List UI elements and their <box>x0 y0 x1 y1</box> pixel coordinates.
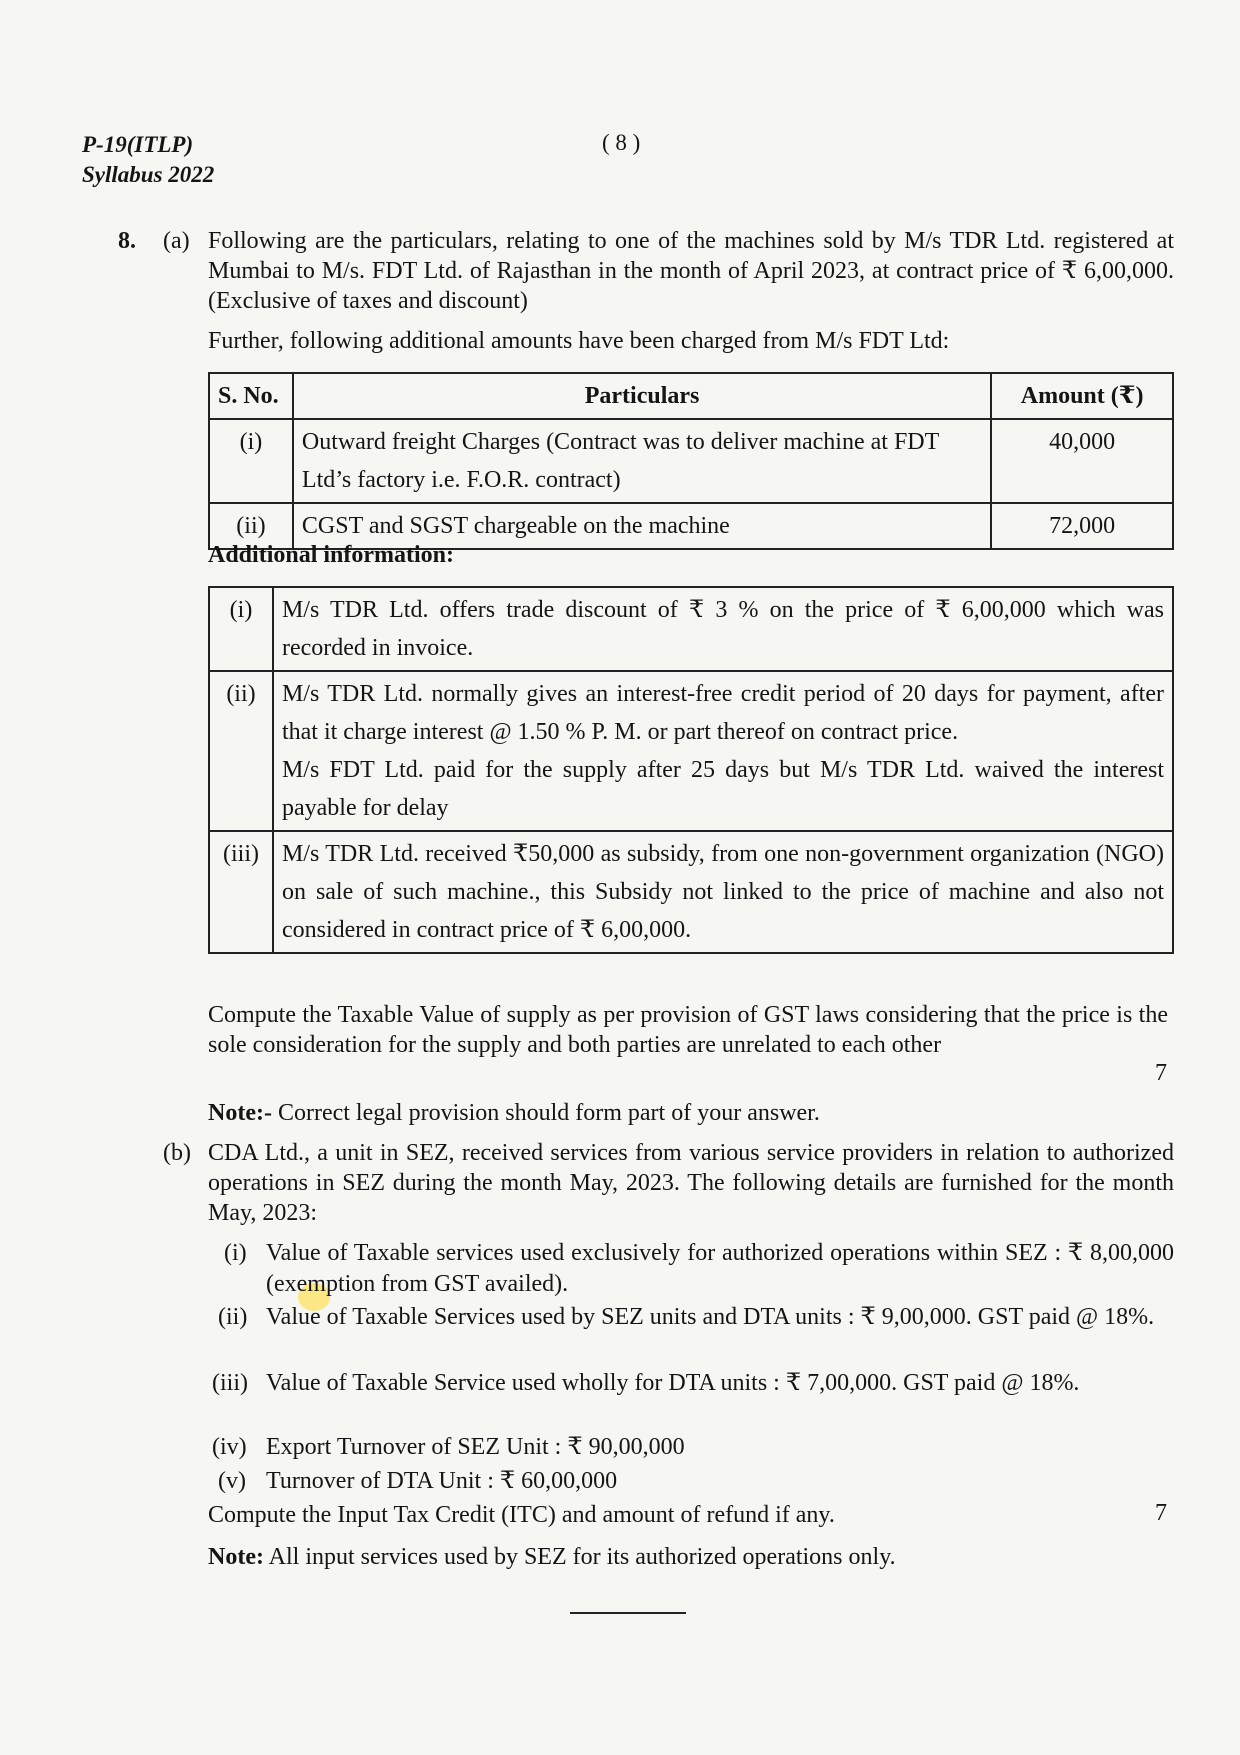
part-a-marks: 7 <box>1155 1060 1167 1086</box>
list-item-number: (iv) <box>212 1434 247 1460</box>
paper-header <box>82 130 214 190</box>
charges-table <box>208 372 1174 550</box>
paper-code: P-19(ITLP) <box>82 132 194 157</box>
row-particulars: CGST and SGST chargeable on the machine <box>293 503 991 549</box>
part-b-label: (b) <box>163 1140 191 1166</box>
table-row <box>209 419 1173 503</box>
list-item: Export Turnover of SEZ Unit : ₹ 90,00,000 <box>266 1434 685 1460</box>
col-header-particulars: Particulars <box>293 373 991 419</box>
row-sno: (iii) <box>209 831 273 953</box>
syllabus-label: Syllabus 2022 <box>82 162 215 187</box>
part-b-marks: 7 <box>1155 1500 1167 1526</box>
row-text: M/s TDR Ltd. offers trade discount of ₹ 3 % on the price of ₹ 6,00,000 which was recorded in invoice. <box>273 587 1173 671</box>
part-a-intro: Following are the particulars, relating to one of the machines sold by M/s TDR Ltd. registered at Mumbai to M/s. FDT Ltd. of Rajasthan in the month of April 2023, at contract price of ₹ 6,00,000. (Exclusive of taxes and discount) <box>208 228 1174 314</box>
row-text: M/s TDR Ltd. received ₹50,000 as subsidy, from one non-government organization (NGO) on sale of such machine., this Subsidy not linked to the price of machine and also not considered in contract price of ₹ 6,00,000. <box>273 831 1173 953</box>
row-sno: (i) <box>209 587 273 671</box>
row-text: M/s TDR Ltd. normally gives an interest-free credit period of 20 days for payment, after that it charge interest @ 1.50 % P. M. or part thereof on contract price. <box>281 681 1164 745</box>
note-label: Note: <box>208 1544 264 1570</box>
row-sno: (ii) <box>209 503 293 549</box>
row-text-block <box>273 671 1173 831</box>
part-b-note <box>208 1542 1174 1572</box>
question-number: 8. <box>118 228 136 254</box>
list-item: Value of Taxable Service used wholly for DTA units : ₹ 7,00,000. GST paid @ 18%. <box>266 1370 1080 1396</box>
list-item: Value of Taxable services used exclusively for authorized operations within SEZ : ₹ 8,00,000 (exemption from GST availed). <box>266 1240 1174 1297</box>
part-a-further: Further, following additional amounts have been charged from M/s FDT Ltd: <box>208 328 950 354</box>
row-text-continued: M/s FDT Ltd. paid for the supply after 25 days but M/s TDR Ltd. waived the interest payable for delay <box>281 757 1164 821</box>
row-particulars: Outward freight Charges (Contract was to deliver machine at FDT Ltd’s factory i.e. F.O.R. contract) <box>293 419 991 503</box>
list-item: Value of Taxable Services used by SEZ units and DTA units : ₹ 9,00,000. GST paid @ 18%. <box>266 1304 1155 1330</box>
additional-info-heading: Additional information: <box>208 542 455 568</box>
note-text: Correct legal provision should form part of your answer. <box>271 1100 820 1126</box>
list-item: Turnover of DTA Unit : ₹ 60,00,000 <box>266 1468 618 1494</box>
row-sno: (i) <box>209 419 293 503</box>
note-label: Note:- <box>208 1100 272 1126</box>
row-sno: (ii) <box>209 671 273 831</box>
list-item-number: (iii) <box>212 1370 248 1396</box>
part-a-label: (a) <box>163 228 190 254</box>
part-b-compute: Compute the Input Tax Credit (ITC) and amount of refund if any. <box>208 1502 835 1528</box>
end-rule <box>570 1612 686 1614</box>
list-item-number: (v) <box>218 1468 246 1494</box>
table-row <box>209 671 1173 831</box>
page-number: ( 8 ) <box>602 130 641 155</box>
additional-info-table <box>208 586 1174 954</box>
table-row <box>209 831 1173 953</box>
row-amount: 40,000 <box>991 419 1173 503</box>
list-item-number: (i) <box>224 1240 247 1266</box>
part-a-note <box>208 1098 1174 1128</box>
col-header-sno: S. No. <box>209 373 293 419</box>
list-item-number: (ii) <box>218 1304 248 1330</box>
row-amount: 72,000 <box>991 503 1173 549</box>
col-header-amount: Amount (₹) <box>991 373 1173 419</box>
note-text: All input services used by SEZ for its authorized operations only. <box>263 1544 896 1570</box>
part-b-intro: CDA Ltd., a unit in SEZ, received services from various service providers in relation to authorized operations in SEZ during the month May, 2023. The following details are furnished for the month May, 2023: <box>208 1140 1174 1226</box>
table-row <box>209 587 1173 671</box>
part-a-compute: Compute the Taxable Value of supply as per provision of GST laws considering that the price is the sole consideration for the supply and both parties are unrelated to each other <box>208 1002 1168 1058</box>
table-header-row <box>209 373 1173 419</box>
